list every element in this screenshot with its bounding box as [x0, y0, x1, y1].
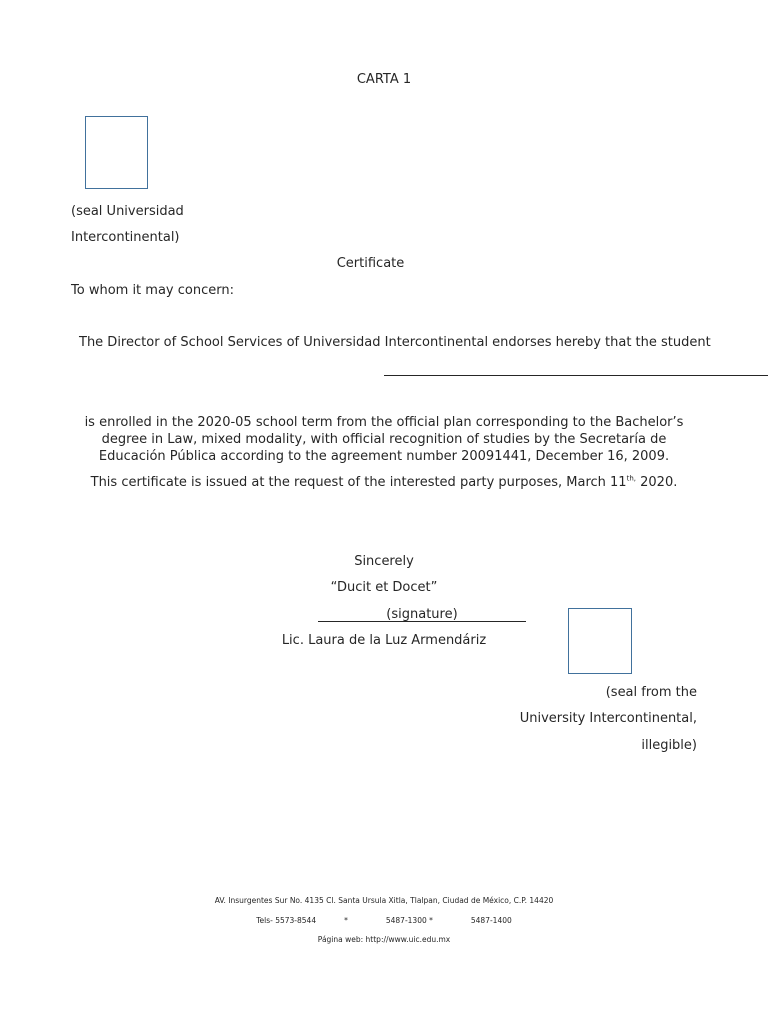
seal-left-note-line2: Intercontinental) [71, 230, 180, 245]
footer-website: Página web: http://www.uic.edu.mx [317, 935, 451, 944]
closing: Sincerely [354, 554, 414, 569]
seal-placeholder-left [85, 116, 148, 189]
signature-line [318, 621, 526, 622]
footer-tel-3: 5487-1400 [470, 916, 512, 925]
footer-tel-2: 5487-1300 * [385, 916, 433, 925]
issued-suffix: 2020. [636, 475, 678, 490]
intro-paragraph: The Director of School Services of Universidad Intercontinental endorses hereby that the student [79, 335, 711, 350]
footer-tel-separator: * [344, 916, 348, 925]
body-paragraph: is enrolled in the 2020-05 school term from the official plan corresponding to the Bachelor’s degree in Law, mixed modality, with official recognition of studies by the Secretaría de Educación Pública according to the agreement number 20091441, December 16, 2009. [84, 415, 684, 464]
issued-prefix: This certificate is issued at the request of the interested party purposes, March 11 [90, 475, 627, 490]
seal-right-note-line1: (seal from the [605, 685, 697, 700]
signature-label: (signature) [386, 607, 458, 622]
signatory-name: Lic. Laura de la Luz Armendáriz [281, 633, 487, 648]
issued-statement [0, 475, 768, 490]
seal-right-note-line2: University Intercontinental, [519, 711, 697, 726]
student-name-blank-line [384, 375, 768, 376]
issued-superscript: th, [626, 474, 636, 483]
seal-left-note-line1: (seal Universidad [71, 204, 184, 219]
footer-tel-1: Tels- 5573-8544 [256, 916, 317, 925]
seal-placeholder-right [568, 608, 632, 674]
footer-address: AV. Insurgentes Sur No. 4135 Cl. Santa Ursula Xitla, Tlalpan, Ciudad de México, C.P. 14420 [214, 896, 554, 905]
footer-phones [0, 916, 768, 925]
document-heading: CARTA 1 [356, 72, 412, 87]
seal-right-note-line3: illegible) [641, 738, 697, 753]
salutation: To whom it may concern: [71, 283, 234, 298]
certificate-title: Certificate [336, 256, 405, 271]
motto: “Ducit et Docet” [330, 580, 438, 595]
